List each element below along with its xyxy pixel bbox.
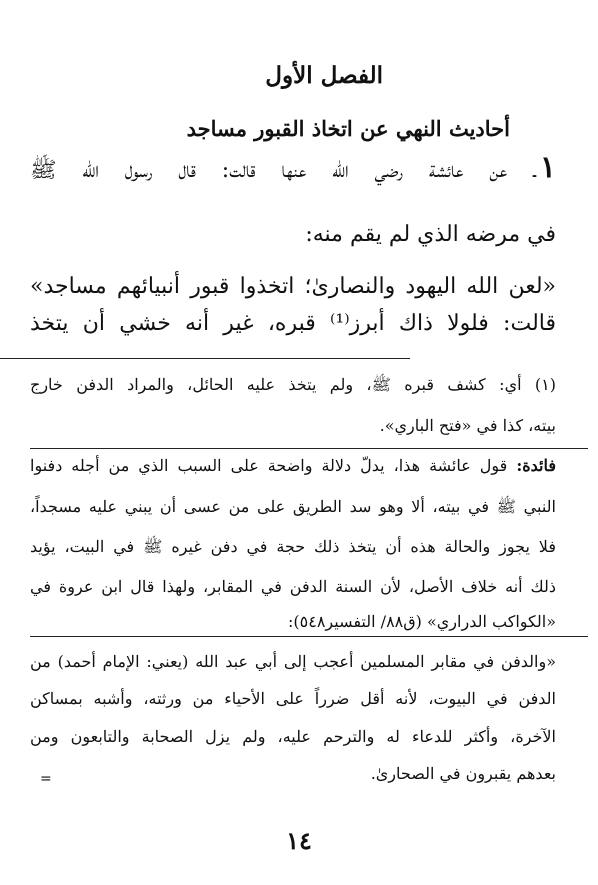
quote-line-3: الآخرة، وأكثر للدعاء له والترحم عليه، ولم يزل الصحابة والتابعون ومن	[30, 727, 556, 746]
page-number: ١٤	[286, 826, 312, 855]
hadith-line-3: «لعن الله اليهود والنصارىٰ؛ اتخذوا قبور أنبيائهم مساجد»	[30, 274, 556, 299]
benefit-text: قول عائشة هذا، يدلّ دلالة واضحة على السبب الذي من أجله دفنوا	[30, 456, 508, 475]
benefit-line-3: فلا يجوز والحالة هذه أن يتخذ ذلك حجة في دفن غيره ﷺ في البيت، يؤيد	[30, 537, 556, 556]
footnote-separator	[0, 358, 410, 359]
chapter-title: الفصل الأول	[265, 62, 383, 89]
benefit-line-5: «الكواكب الدراري» (ق٨٨/ التفسير٥٤٨):	[287, 612, 556, 631]
hadith-line-2: في مرضه الذي لم يقم منه:	[305, 222, 556, 247]
section-heading: أحاديث النهي عن اتخاذ القبور مساجد	[186, 116, 510, 141]
benefit-line-4: ذلك أنه خلاف الأصل، لأن السنة الدفن في المقابر، ولهذا قال ابن عروة في	[30, 577, 556, 596]
continuation-mark: =	[40, 771, 52, 787]
hadith-text: ـ عن عائشة رضي الله عنها قالت: قال رسول الله ﷺ	[30, 158, 536, 183]
hadith-number: ١	[539, 150, 556, 185]
benefit-line-2: النبي ﷺ في بيته، ألا وهو سد الطريق على من عسى أن يبني عليه مسجداً،	[30, 497, 556, 516]
quote-line-2: الدفن في البيوت، لأنه أقل ضرراً على الأحياء من ورثته، وأشبه بمساكن	[30, 689, 556, 708]
hadith-line-4: قالت: فلولا ذاك أبرز⁽¹⁾ قبره، غير أنه خشي أن يتخذ	[30, 311, 556, 336]
hadith-line-1	[30, 150, 556, 188]
benefit-separator	[30, 448, 588, 449]
quote-line-1: «والدفن في مقابر المسلمين أعجب إلى أبي عبد الله (يعني: الإمام أحمد) من	[30, 652, 556, 671]
quote-line-4: بعدهم يقبرون في الصحارىٰ.	[370, 764, 556, 783]
footnote-line-2: بيته، كذا في «فتح الباري».	[379, 416, 556, 435]
benefit-line-1	[30, 456, 556, 475]
footnote-line-1: (١) أي: كشف قبره ﷺ، ولم يتخذ عليه الحائل، والمراد الدفن خارج	[30, 375, 556, 394]
benefit-label: فائدة:	[516, 456, 556, 475]
quote-separator	[30, 636, 588, 637]
